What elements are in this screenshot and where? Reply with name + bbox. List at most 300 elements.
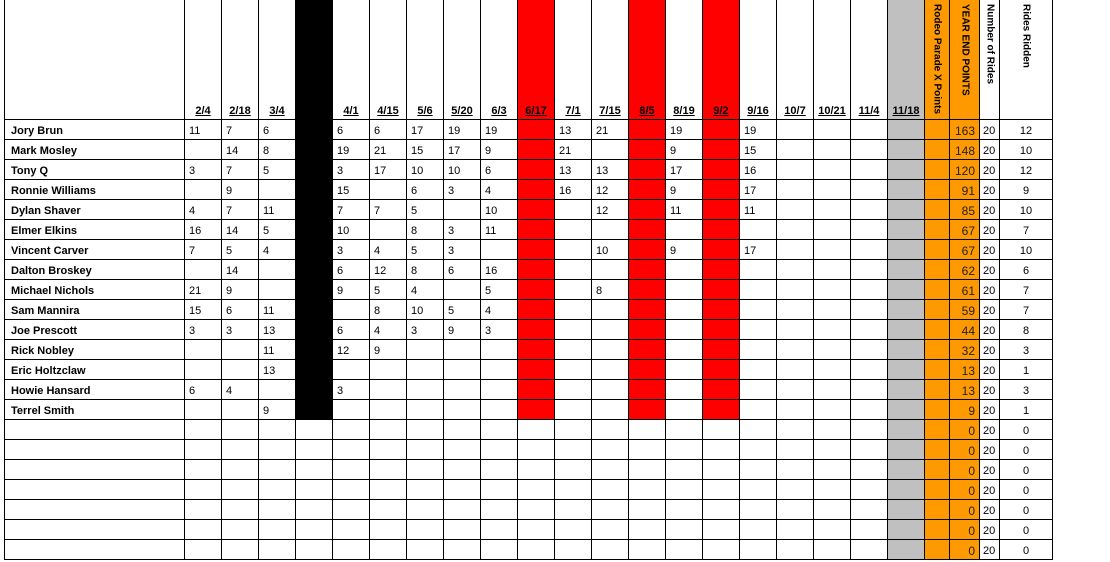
score-cell[interactable] xyxy=(814,280,851,300)
score-cell[interactable] xyxy=(222,460,259,480)
score-cell[interactable] xyxy=(370,180,407,200)
score-cell[interactable] xyxy=(333,480,370,500)
score-cell[interactable] xyxy=(555,380,592,400)
score-cell[interactable]: 11 xyxy=(259,200,296,220)
row-name[interactable] xyxy=(4,440,185,460)
score-cell[interactable]: 15 xyxy=(333,180,370,200)
score-cell[interactable] xyxy=(481,480,518,500)
score-cell[interactable] xyxy=(703,260,740,280)
score-cell[interactable]: 3 xyxy=(333,380,370,400)
score-cell[interactable] xyxy=(444,540,481,560)
score-cell[interactable] xyxy=(629,440,666,460)
score-cell[interactable] xyxy=(333,540,370,560)
score-cell[interactable] xyxy=(888,120,925,140)
score-cell[interactable] xyxy=(555,280,592,300)
score-cell[interactable] xyxy=(777,440,814,460)
score-cell[interactable] xyxy=(851,520,888,540)
score-cell[interactable] xyxy=(851,260,888,280)
score-cell[interactable] xyxy=(259,260,296,280)
score-cell[interactable] xyxy=(481,500,518,520)
score-cell[interactable] xyxy=(703,440,740,460)
score-cell[interactable] xyxy=(629,520,666,540)
score-cell[interactable]: 5 xyxy=(407,200,444,220)
score-cell[interactable] xyxy=(444,200,481,220)
score-cell[interactable] xyxy=(629,140,666,160)
score-cell[interactable] xyxy=(296,200,333,220)
score-cell[interactable] xyxy=(851,440,888,460)
score-cell[interactable] xyxy=(222,440,259,460)
score-cell[interactable] xyxy=(370,400,407,420)
score-cell[interactable] xyxy=(703,220,740,240)
score-cell[interactable] xyxy=(296,140,333,160)
score-cell[interactable] xyxy=(666,440,703,460)
score-cell[interactable] xyxy=(407,380,444,400)
score-cell[interactable]: 17 xyxy=(444,140,481,160)
score-cell[interactable] xyxy=(777,360,814,380)
score-cell[interactable] xyxy=(555,360,592,380)
score-cell[interactable] xyxy=(518,340,555,360)
score-cell[interactable] xyxy=(888,400,925,420)
score-cell[interactable] xyxy=(666,220,703,240)
score-cell[interactable] xyxy=(888,300,925,320)
score-cell[interactable] xyxy=(481,380,518,400)
score-cell[interactable] xyxy=(518,420,555,440)
row-name[interactable]: Sam Mannira xyxy=(4,300,185,320)
score-cell[interactable] xyxy=(777,460,814,480)
score-cell[interactable]: 21 xyxy=(592,120,629,140)
score-cell[interactable] xyxy=(629,160,666,180)
row-name[interactable]: Michael Nichols xyxy=(4,280,185,300)
score-cell[interactable]: 9 xyxy=(222,280,259,300)
score-cell[interactable] xyxy=(481,440,518,460)
score-cell[interactable] xyxy=(481,340,518,360)
score-cell[interactable] xyxy=(592,220,629,240)
score-cell[interactable]: 7 xyxy=(222,160,259,180)
score-cell[interactable] xyxy=(444,500,481,520)
score-cell[interactable] xyxy=(370,440,407,460)
score-cell[interactable] xyxy=(666,540,703,560)
score-cell[interactable] xyxy=(259,380,296,400)
row-name[interactable]: Joe Prescott xyxy=(4,320,185,340)
score-cell[interactable] xyxy=(814,520,851,540)
score-cell[interactable] xyxy=(518,440,555,460)
score-cell[interactable]: 14 xyxy=(222,220,259,240)
score-cell[interactable] xyxy=(666,380,703,400)
score-cell[interactable] xyxy=(296,240,333,260)
row-name[interactable]: Elmer Elkins xyxy=(4,220,185,240)
score-cell[interactable]: 6 xyxy=(333,320,370,340)
score-cell[interactable] xyxy=(777,340,814,360)
score-cell[interactable] xyxy=(666,520,703,540)
score-cell[interactable]: 8 xyxy=(370,300,407,320)
score-cell[interactable] xyxy=(518,460,555,480)
score-cell[interactable]: 9 xyxy=(666,180,703,200)
score-cell[interactable]: 13 xyxy=(555,160,592,180)
score-cell[interactable] xyxy=(703,420,740,440)
score-cell[interactable]: 6 xyxy=(333,260,370,280)
score-cell[interactable]: 9 xyxy=(481,140,518,160)
score-cell[interactable] xyxy=(888,460,925,480)
score-cell[interactable] xyxy=(481,420,518,440)
score-cell[interactable] xyxy=(592,380,629,400)
score-cell[interactable]: 16 xyxy=(740,160,777,180)
score-cell[interactable] xyxy=(185,340,222,360)
score-cell[interactable] xyxy=(851,300,888,320)
score-cell[interactable] xyxy=(222,340,259,360)
score-cell[interactable] xyxy=(851,540,888,560)
row-name[interactable] xyxy=(4,480,185,500)
score-cell[interactable] xyxy=(296,120,333,140)
score-cell[interactable] xyxy=(518,120,555,140)
score-cell[interactable] xyxy=(629,180,666,200)
score-cell[interactable]: 3 xyxy=(444,180,481,200)
score-cell[interactable]: 17 xyxy=(740,180,777,200)
score-cell[interactable] xyxy=(814,200,851,220)
score-cell[interactable] xyxy=(666,400,703,420)
score-cell[interactable] xyxy=(703,200,740,220)
score-cell[interactable]: 3 xyxy=(185,320,222,340)
score-cell[interactable] xyxy=(592,320,629,340)
score-cell[interactable] xyxy=(666,340,703,360)
score-cell[interactable] xyxy=(444,420,481,440)
score-cell[interactable] xyxy=(814,400,851,420)
score-cell[interactable]: 6 xyxy=(185,380,222,400)
score-cell[interactable] xyxy=(777,140,814,160)
score-cell[interactable]: 8 xyxy=(592,280,629,300)
score-cell[interactable] xyxy=(703,480,740,500)
score-cell[interactable] xyxy=(444,380,481,400)
row-name[interactable] xyxy=(4,460,185,480)
score-cell[interactable] xyxy=(740,520,777,540)
score-cell[interactable] xyxy=(814,220,851,240)
score-cell[interactable] xyxy=(629,500,666,520)
score-cell[interactable] xyxy=(370,480,407,500)
score-cell[interactable] xyxy=(629,280,666,300)
score-cell[interactable] xyxy=(555,520,592,540)
score-cell[interactable]: 8 xyxy=(407,260,444,280)
score-cell[interactable]: 4 xyxy=(222,380,259,400)
score-cell[interactable] xyxy=(703,160,740,180)
score-cell[interactable]: 10 xyxy=(481,200,518,220)
score-cell[interactable]: 15 xyxy=(407,140,444,160)
score-cell[interactable]: 3 xyxy=(444,240,481,260)
score-cell[interactable] xyxy=(666,480,703,500)
score-cell[interactable]: 19 xyxy=(481,120,518,140)
score-cell[interactable] xyxy=(555,440,592,460)
score-cell[interactable] xyxy=(444,520,481,540)
score-cell[interactable] xyxy=(851,480,888,500)
score-cell[interactable] xyxy=(666,260,703,280)
score-cell[interactable] xyxy=(740,280,777,300)
score-cell[interactable] xyxy=(851,360,888,380)
score-cell[interactable]: 4 xyxy=(481,300,518,320)
score-cell[interactable] xyxy=(185,260,222,280)
score-cell[interactable] xyxy=(851,400,888,420)
score-cell[interactable]: 21 xyxy=(185,280,222,300)
score-cell[interactable] xyxy=(888,480,925,500)
row-name[interactable] xyxy=(4,420,185,440)
score-cell[interactable] xyxy=(740,440,777,460)
score-cell[interactable]: 4 xyxy=(259,240,296,260)
score-cell[interactable] xyxy=(296,480,333,500)
score-cell[interactable] xyxy=(703,340,740,360)
score-cell[interactable] xyxy=(888,260,925,280)
score-cell[interactable] xyxy=(814,460,851,480)
score-cell[interactable] xyxy=(555,220,592,240)
score-cell[interactable] xyxy=(740,500,777,520)
score-cell[interactable] xyxy=(370,360,407,380)
score-cell[interactable] xyxy=(814,140,851,160)
score-cell[interactable] xyxy=(481,540,518,560)
score-cell[interactable] xyxy=(333,500,370,520)
score-cell[interactable]: 5 xyxy=(407,240,444,260)
score-cell[interactable]: 11 xyxy=(259,340,296,360)
score-cell[interactable]: 6 xyxy=(370,120,407,140)
score-cell[interactable] xyxy=(888,320,925,340)
row-name[interactable] xyxy=(4,540,185,560)
score-cell[interactable] xyxy=(296,520,333,540)
score-cell[interactable] xyxy=(518,200,555,220)
score-cell[interactable] xyxy=(407,420,444,440)
score-cell[interactable] xyxy=(592,360,629,380)
score-cell[interactable] xyxy=(592,540,629,560)
score-cell[interactable] xyxy=(629,400,666,420)
score-cell[interactable]: 5 xyxy=(259,220,296,240)
score-cell[interactable] xyxy=(222,520,259,540)
score-cell[interactable] xyxy=(777,320,814,340)
score-cell[interactable] xyxy=(444,340,481,360)
score-cell[interactable]: 5 xyxy=(481,280,518,300)
score-cell[interactable] xyxy=(555,540,592,560)
score-cell[interactable] xyxy=(444,460,481,480)
score-cell[interactable] xyxy=(851,120,888,140)
score-cell[interactable] xyxy=(888,220,925,240)
score-cell[interactable] xyxy=(259,420,296,440)
score-cell[interactable] xyxy=(888,180,925,200)
score-cell[interactable] xyxy=(222,500,259,520)
score-cell[interactable] xyxy=(333,300,370,320)
score-cell[interactable] xyxy=(814,380,851,400)
score-cell[interactable] xyxy=(740,460,777,480)
score-cell[interactable] xyxy=(629,300,666,320)
score-cell[interactable]: 10 xyxy=(407,160,444,180)
score-cell[interactable] xyxy=(333,520,370,540)
score-cell[interactable]: 11 xyxy=(185,120,222,140)
score-cell[interactable]: 10 xyxy=(333,220,370,240)
score-cell[interactable]: 5 xyxy=(222,240,259,260)
score-cell[interactable] xyxy=(777,500,814,520)
score-cell[interactable] xyxy=(555,480,592,500)
score-cell[interactable] xyxy=(407,400,444,420)
score-cell[interactable]: 19 xyxy=(740,120,777,140)
score-cell[interactable] xyxy=(629,260,666,280)
score-cell[interactable] xyxy=(518,540,555,560)
score-cell[interactable] xyxy=(814,320,851,340)
score-cell[interactable] xyxy=(777,240,814,260)
score-cell[interactable]: 16 xyxy=(555,180,592,200)
score-cell[interactable] xyxy=(259,540,296,560)
score-cell[interactable] xyxy=(185,400,222,420)
row-name[interactable]: Howie Hansard xyxy=(4,380,185,400)
score-cell[interactable]: 11 xyxy=(740,200,777,220)
score-cell[interactable] xyxy=(777,480,814,500)
score-cell[interactable] xyxy=(703,300,740,320)
score-cell[interactable]: 12 xyxy=(592,200,629,220)
score-cell[interactable]: 4 xyxy=(407,280,444,300)
score-cell[interactable] xyxy=(592,340,629,360)
score-cell[interactable]: 10 xyxy=(592,240,629,260)
score-cell[interactable] xyxy=(814,300,851,320)
score-cell[interactable] xyxy=(888,140,925,160)
score-cell[interactable] xyxy=(851,180,888,200)
score-cell[interactable] xyxy=(333,420,370,440)
score-cell[interactable]: 6 xyxy=(222,300,259,320)
score-cell[interactable] xyxy=(185,180,222,200)
score-cell[interactable] xyxy=(296,280,333,300)
score-cell[interactable] xyxy=(333,460,370,480)
score-cell[interactable] xyxy=(407,540,444,560)
score-cell[interactable]: 3 xyxy=(481,320,518,340)
score-cell[interactable] xyxy=(814,240,851,260)
score-cell[interactable] xyxy=(777,180,814,200)
score-cell[interactable]: 12 xyxy=(592,180,629,200)
score-cell[interactable] xyxy=(629,380,666,400)
score-cell[interactable] xyxy=(888,240,925,260)
score-cell[interactable]: 3 xyxy=(333,160,370,180)
score-cell[interactable] xyxy=(629,460,666,480)
score-cell[interactable] xyxy=(703,180,740,200)
score-cell[interactable] xyxy=(555,320,592,340)
score-cell[interactable] xyxy=(851,240,888,260)
score-cell[interactable] xyxy=(555,200,592,220)
score-cell[interactable] xyxy=(777,120,814,140)
score-cell[interactable] xyxy=(703,400,740,420)
score-cell[interactable] xyxy=(185,420,222,440)
score-cell[interactable] xyxy=(592,300,629,320)
score-cell[interactable]: 13 xyxy=(259,320,296,340)
score-cell[interactable] xyxy=(444,400,481,420)
score-cell[interactable] xyxy=(185,140,222,160)
score-cell[interactable] xyxy=(666,300,703,320)
score-cell[interactable] xyxy=(370,520,407,540)
row-name[interactable]: Mark Mosley xyxy=(4,140,185,160)
score-cell[interactable] xyxy=(259,280,296,300)
score-cell[interactable] xyxy=(666,360,703,380)
score-cell[interactable] xyxy=(851,380,888,400)
score-cell[interactable] xyxy=(407,500,444,520)
score-cell[interactable] xyxy=(222,360,259,380)
score-cell[interactable] xyxy=(592,460,629,480)
score-cell[interactable]: 6 xyxy=(333,120,370,140)
score-cell[interactable] xyxy=(296,400,333,420)
score-cell[interactable] xyxy=(703,280,740,300)
score-cell[interactable] xyxy=(518,480,555,500)
score-cell[interactable] xyxy=(518,260,555,280)
score-cell[interactable]: 5 xyxy=(444,300,481,320)
score-cell[interactable] xyxy=(259,460,296,480)
row-name[interactable]: Jory Brun xyxy=(4,120,185,140)
score-cell[interactable] xyxy=(370,500,407,520)
score-cell[interactable] xyxy=(555,420,592,440)
score-cell[interactable] xyxy=(814,120,851,140)
score-cell[interactable] xyxy=(592,480,629,500)
row-name[interactable]: Ronnie Williams xyxy=(4,180,185,200)
score-cell[interactable]: 16 xyxy=(481,260,518,280)
score-cell[interactable] xyxy=(629,240,666,260)
score-cell[interactable] xyxy=(555,260,592,280)
score-cell[interactable]: 21 xyxy=(370,140,407,160)
score-cell[interactable] xyxy=(296,180,333,200)
score-cell[interactable]: 14 xyxy=(222,260,259,280)
score-cell[interactable] xyxy=(444,360,481,380)
score-cell[interactable] xyxy=(851,340,888,360)
score-cell[interactable] xyxy=(518,140,555,160)
score-cell[interactable] xyxy=(888,420,925,440)
score-cell[interactable] xyxy=(444,440,481,460)
score-cell[interactable] xyxy=(777,420,814,440)
score-cell[interactable]: 4 xyxy=(481,180,518,200)
score-cell[interactable] xyxy=(666,280,703,300)
row-name[interactable]: Vincent Carver xyxy=(4,240,185,260)
score-cell[interactable] xyxy=(814,500,851,520)
score-cell[interactable] xyxy=(740,360,777,380)
score-cell[interactable] xyxy=(740,480,777,500)
score-cell[interactable] xyxy=(629,540,666,560)
score-cell[interactable] xyxy=(296,260,333,280)
score-cell[interactable]: 10 xyxy=(407,300,444,320)
score-cell[interactable] xyxy=(814,180,851,200)
score-cell[interactable] xyxy=(185,360,222,380)
score-cell[interactable]: 12 xyxy=(333,340,370,360)
score-cell[interactable] xyxy=(888,440,925,460)
score-cell[interactable]: 9 xyxy=(666,140,703,160)
score-cell[interactable] xyxy=(444,480,481,500)
score-cell[interactable] xyxy=(518,520,555,540)
score-cell[interactable] xyxy=(703,360,740,380)
score-cell[interactable]: 3 xyxy=(185,160,222,180)
score-cell[interactable] xyxy=(518,220,555,240)
score-cell[interactable] xyxy=(518,360,555,380)
score-cell[interactable] xyxy=(481,460,518,480)
score-cell[interactable] xyxy=(629,480,666,500)
score-cell[interactable]: 5 xyxy=(370,280,407,300)
score-cell[interactable]: 10 xyxy=(444,160,481,180)
score-cell[interactable]: 7 xyxy=(185,240,222,260)
score-cell[interactable] xyxy=(592,440,629,460)
score-cell[interactable] xyxy=(740,420,777,440)
score-cell[interactable] xyxy=(185,520,222,540)
score-cell[interactable] xyxy=(481,360,518,380)
score-cell[interactable] xyxy=(185,540,222,560)
score-cell[interactable] xyxy=(333,440,370,460)
score-cell[interactable]: 19 xyxy=(666,120,703,140)
score-cell[interactable] xyxy=(777,220,814,240)
score-cell[interactable] xyxy=(629,220,666,240)
score-cell[interactable] xyxy=(740,220,777,240)
score-cell[interactable] xyxy=(296,340,333,360)
score-cell[interactable] xyxy=(814,340,851,360)
score-cell[interactable]: 3 xyxy=(407,320,444,340)
score-cell[interactable] xyxy=(222,400,259,420)
score-cell[interactable]: 3 xyxy=(444,220,481,240)
score-cell[interactable]: 11 xyxy=(481,220,518,240)
score-cell[interactable] xyxy=(481,240,518,260)
score-cell[interactable] xyxy=(592,520,629,540)
score-cell[interactable] xyxy=(703,460,740,480)
score-cell[interactable]: 9 xyxy=(222,180,259,200)
score-cell[interactable] xyxy=(888,340,925,360)
score-cell[interactable]: 7 xyxy=(222,200,259,220)
